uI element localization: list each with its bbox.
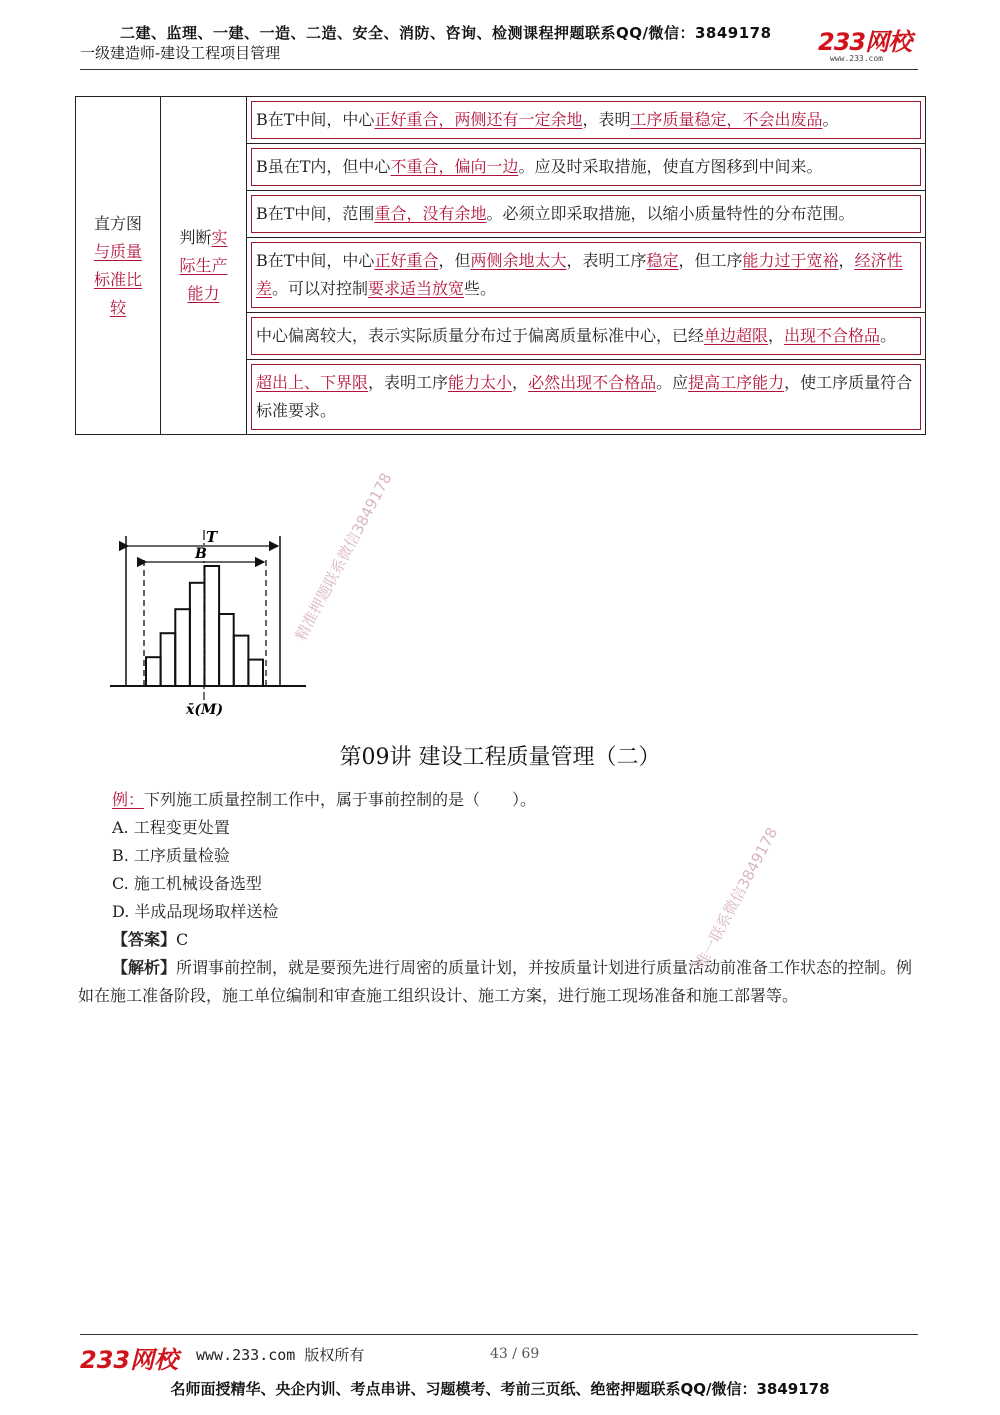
purpose-text: 能力 xyxy=(187,283,220,303)
example-label: 例： xyxy=(112,790,145,809)
histogram-bar xyxy=(234,636,249,686)
watermark: 精准押题联系微信3849178 xyxy=(291,469,396,644)
judgement-cell xyxy=(247,97,926,144)
header-title: 一级建造师-建设工程项目管理 xyxy=(80,44,281,62)
item-cell xyxy=(76,97,161,435)
top-banner: 二建、监理、一建、一造、二造、安全、消防、咨询、检测课程押题联系QQ/微信：3849178 xyxy=(120,24,772,42)
item-text: 较 xyxy=(109,297,126,317)
judgement-text: 超出上、下界限，表明工序能力太小，必然出现不合格品。应提高工序能力，使工序质量符合标准要求。 xyxy=(251,364,921,430)
label-x-mean: x̄(M) xyxy=(186,702,224,718)
question-stem: 下列施工质量控制工作中，属于事前控制的是（ ）。 xyxy=(144,790,537,809)
option-b: B. 工序质量检验 xyxy=(112,846,230,865)
answer-label: 【答案】 xyxy=(112,930,177,949)
judgement-cell xyxy=(247,360,926,435)
item-text: 直方图 xyxy=(93,213,142,233)
item-text: 与质量 xyxy=(93,241,142,261)
lecture-title: 第09讲 建设工程质量管理（二） xyxy=(339,745,661,770)
label-t: T xyxy=(206,528,218,546)
judgement-cell xyxy=(247,191,926,238)
footer-copyright: www.233.com 版权所有 xyxy=(196,1346,365,1364)
judgement-cell xyxy=(247,313,926,360)
watermark: 唯一联系微信3849178 xyxy=(691,824,782,972)
judgement-cell xyxy=(247,238,926,313)
judgement-text: B虽在T内，但中心不重合，偏向一边。应及时采取措施，使直方图移到中间来。 xyxy=(251,148,921,186)
example-question xyxy=(78,786,920,1010)
option-c: C. 施工机械设备选型 xyxy=(112,874,262,893)
histogram-bar xyxy=(190,583,205,686)
item-text: 标准比 xyxy=(93,269,142,289)
analysis-line xyxy=(78,954,920,1010)
histogram-bar xyxy=(161,633,176,686)
histogram-judgement-table xyxy=(75,96,926,435)
analysis-text: 所谓事前控制，就是要预先进行周密的质量计划，并按质量计划进行质量活动前准备工作状态的控制。例如在施工准备阶段，施工单位编制和审查施工组织设计、施工方案，进行施工现场准备和施工部署等。 xyxy=(78,958,913,1005)
page-number: 43 / 69 xyxy=(490,1346,540,1362)
brand-logo-url: www.233.com xyxy=(830,54,883,63)
purpose-cell xyxy=(161,97,247,435)
judgement-text: B在T中间，中心正好重合，但两侧余地太大，表明工序稳定，但工序能力过于宽裕，经济性差。可以对控制要求适当放宽些。 xyxy=(251,242,921,308)
judgement-cell xyxy=(247,144,926,191)
brand-logo-text: 233网校 xyxy=(818,28,912,56)
histogram-bar xyxy=(146,657,161,686)
option-a: A. 工程变更处置 xyxy=(112,818,230,837)
histogram-bar xyxy=(219,614,234,686)
footer-logo: 233网校 xyxy=(80,1346,179,1374)
question-stem-line xyxy=(78,786,920,814)
histogram-bar xyxy=(205,566,220,686)
histogram-bar xyxy=(175,609,190,686)
purpose-text: 际生产 xyxy=(179,255,228,275)
judgement-text: B在T中间，中心正好重合，两侧还有一定余地，表明工序质量稳定，不会出废品。 xyxy=(251,101,921,139)
judgement-text: B在T中间，范围重合，没有余地。必须立即采取措施，以缩小质量特性的分布范围。 xyxy=(251,195,921,233)
brand-logo xyxy=(818,30,928,66)
histogram-figure xyxy=(100,522,320,722)
option-d: D. 半成品现场取样送检 xyxy=(112,902,279,921)
histogram-bar xyxy=(248,660,263,686)
purpose-text: 判断实 xyxy=(179,227,228,247)
answer-line xyxy=(78,926,920,954)
judgement-text: 中心偏离较大，表示实际质量分布过于偏离质量标准中心，已经单边超限，出现不合格品。 xyxy=(251,317,921,355)
label-b: B xyxy=(195,546,207,562)
footer-divider xyxy=(80,1334,918,1335)
footer-banner: 名师面授精华、央企内训、考点串讲、习题模考、考前三页纸、绝密押题联系QQ/微信：3849178 xyxy=(170,1380,830,1398)
header-divider xyxy=(80,69,918,70)
answer-value: C xyxy=(176,930,189,949)
analysis-label: 【解析】 xyxy=(112,958,177,977)
table-row xyxy=(76,97,926,144)
